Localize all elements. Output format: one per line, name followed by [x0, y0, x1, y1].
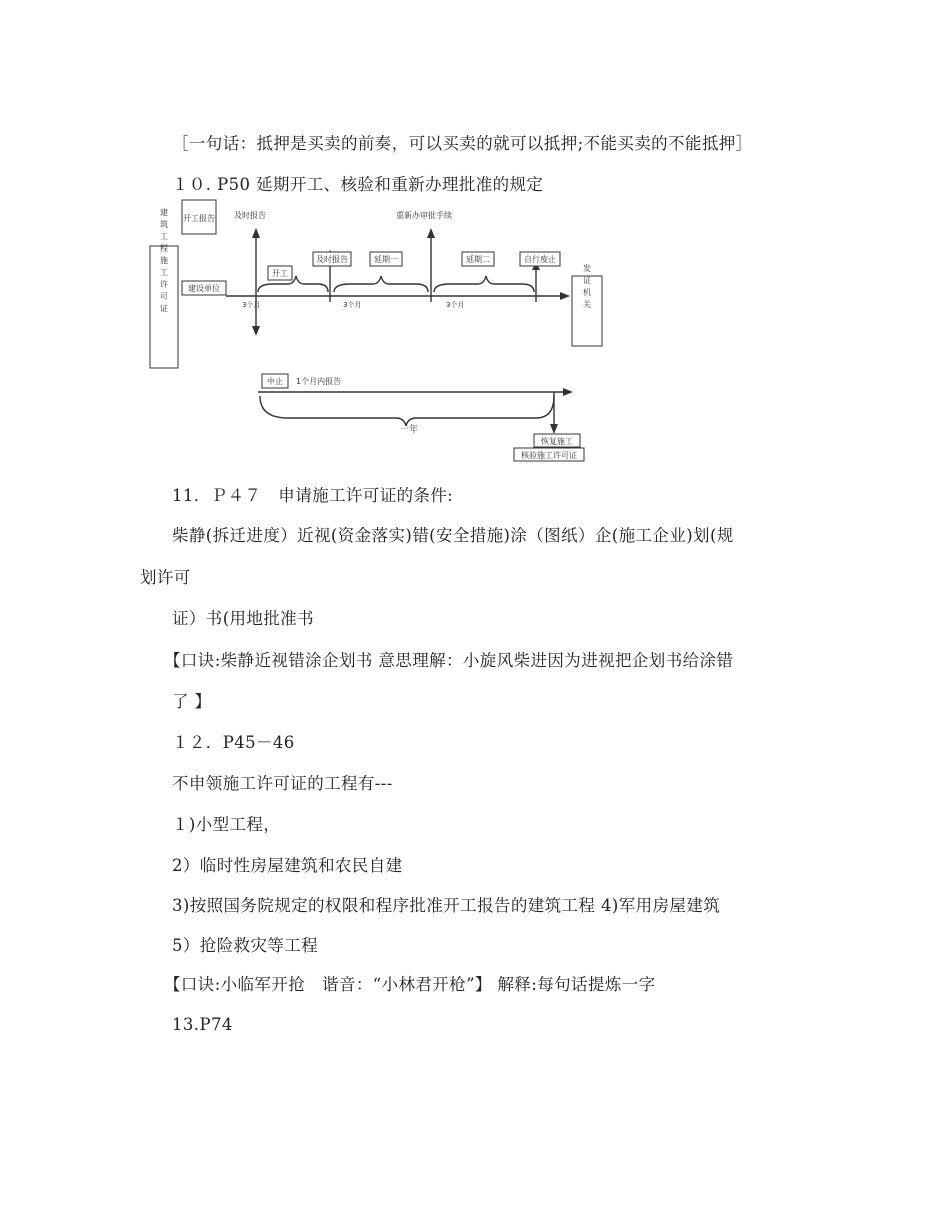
- heyan-permit-label: 核验施工许可证: [521, 451, 577, 460]
- yanqi-2-label: 延期二: [466, 255, 490, 264]
- report-within-label: 1个月内报告: [296, 377, 342, 386]
- huifu-shigong-label: 恢复施工: [541, 437, 573, 446]
- conditions-line-1: 柴静(拆迁进度）近视(资金落实)错(安全措施)涂（图纸）企(施工企业)划(规: [172, 526, 734, 545]
- yanqi-1-label: 延期一: [374, 255, 398, 264]
- mnemonic-line-2: 了 】: [172, 692, 212, 711]
- mnemonic-line-1: 【口诀:柴静近视错涂企划书 意思理解：小旋风柴进因为进视把企划书给涂错: [164, 651, 734, 670]
- zhongzhi-label: 中止: [267, 377, 283, 386]
- exempt-item-1: １)小型工程，: [172, 815, 281, 834]
- mortgage-summary: ［一句话：抵押是买卖的前奏，可以买卖的就可以抵押;不能买卖的不能抵押］: [172, 134, 753, 153]
- section-10-heading: １０. P50 延期开工、核验和重新办理批准的规定: [172, 175, 544, 194]
- jianshe-danwei-label: 建设单位: [188, 284, 220, 293]
- permit-timeline-diagram: [138, 196, 608, 466]
- kaigong-label: 开工: [272, 269, 288, 278]
- chongxin-banli-label: 重新办审批手续: [396, 211, 452, 220]
- conditions-line-2: 划许可: [140, 568, 191, 587]
- exempt-intro: 不申领施工许可证的工程有---: [172, 774, 393, 793]
- exempt-mnemonic: 【口诀:小临军开抢 谐音：“小林君开枪”】 解释:每句话提炼一字: [164, 975, 656, 994]
- exempt-item-5: 5）抢险救灾等工程: [172, 936, 319, 955]
- section-13-heading: 13.P74: [172, 1015, 233, 1034]
- one-year-label: 一年: [400, 425, 419, 435]
- exempt-item-3-4: 3)按照国务院规定的权限和程序批准开工报告的建筑工程 4)军用房屋建筑: [172, 896, 721, 915]
- section-11-heading: 11．Ｐ４７ 申请施工许可证的条件:: [172, 486, 454, 505]
- ziding-feizhi-label: 自行废止: [524, 255, 556, 264]
- exempt-item-2: 2）临时性房屋建筑和农民自建: [172, 856, 403, 875]
- period-2-label: 3个月: [343, 301, 362, 309]
- jishi-baogao-top-label: 及时报告: [234, 211, 266, 220]
- permit-vertical-label: 建筑工程施工许可证: [159, 208, 169, 316]
- kaigong-baogao-label: 开工报告: [183, 214, 215, 223]
- section-12-heading: １２．P45－46: [172, 733, 295, 752]
- conditions-line-3: 证）书(用地批准书: [172, 609, 315, 628]
- jishi-baogao-box-label: 及时报告: [316, 255, 348, 264]
- fazheng-jiguan-label: 发证机关: [582, 264, 592, 312]
- period-1-label: 3个月: [242, 301, 261, 309]
- period-3-label: 3个月: [446, 301, 465, 309]
